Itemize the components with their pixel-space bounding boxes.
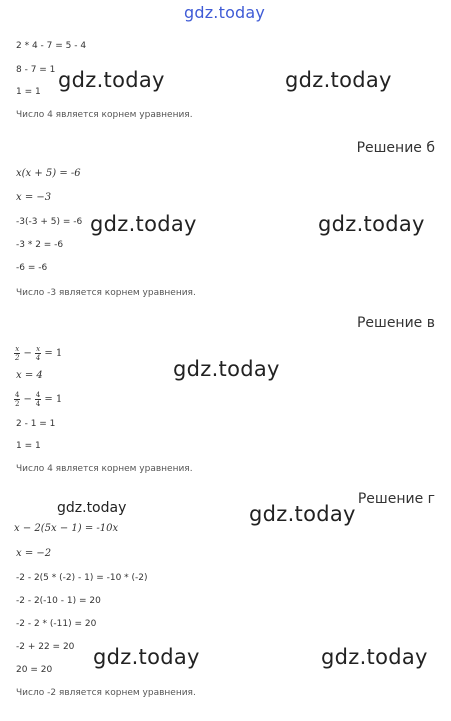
solution-line: 1 = 1	[16, 441, 41, 451]
solution-line: -3 * 2 = -6	[16, 240, 64, 250]
watermark: gdz.today	[249, 502, 356, 526]
conclusion-statement: Число -3 является корнем уравнения.	[16, 288, 196, 298]
solution-line: 2 * 4 - 7 = 5 - 4	[16, 41, 87, 51]
fraction	[35, 345, 41, 362]
watermark: gdz.today	[57, 500, 127, 516]
solution-line: -6 = -6	[16, 263, 48, 273]
watermark: gdz.today	[90, 212, 197, 236]
fraction-equation: $\frac{x}{2}$ − $\frac{x}{4}$ = 1	[15, 345, 63, 362]
denominator: 2	[15, 354, 20, 362]
solution-heading: Решение б	[356, 140, 435, 156]
solution-line: 20 = 20	[16, 665, 53, 675]
solution-line: -2 + 22 = 20	[16, 642, 75, 652]
denominator: 4	[35, 354, 41, 362]
watermark: gdz.today	[93, 645, 200, 669]
solution-line: 8 - 7 = 1	[16, 65, 56, 75]
watermark: gdz.today	[321, 645, 428, 669]
solution-line: -2 - 2 * (-11) = 20	[16, 619, 97, 629]
conclusion-statement: Число 4 является корнем уравнения.	[16, 110, 193, 120]
denominator: 4	[35, 400, 41, 408]
fraction	[35, 391, 41, 408]
solution-line: -2 - 2(-10 - 1) = 20	[16, 596, 101, 606]
fraction	[14, 345, 20, 362]
solution-line: x − 2(5x − 1) = -10x	[14, 523, 119, 534]
solution-line: 2 - 1 = 1	[16, 419, 56, 429]
watermark: gdz.today	[318, 212, 425, 236]
numerator: x	[36, 345, 41, 353]
solution-line: -2 - 2(5 * (-2) - 1) = -10 * (-2)	[16, 573, 148, 583]
numerator: 4	[15, 391, 20, 399]
fraction-equation: $\frac{4}{2}$ − $\frac{4}{4}$ = 1	[15, 391, 63, 408]
solution-heading: Решение в	[356, 315, 435, 331]
solution-line: 1 = 1	[16, 87, 41, 97]
header-watermark: gdz.today	[184, 3, 266, 22]
watermark: gdz.today	[58, 68, 165, 92]
solution-line: -3(-3 + 5) = -6	[16, 217, 83, 227]
equation-rhs: = 1	[44, 348, 63, 359]
denominator: 2	[15, 400, 20, 408]
solution-line: x(x + 5) = -6	[16, 168, 81, 179]
solution-line: x = −2	[16, 548, 52, 559]
conclusion-statement: Число 4 является корнем уравнения.	[16, 464, 193, 474]
watermark: gdz.today	[173, 357, 280, 381]
equation-rhs: = 1	[44, 394, 63, 405]
solution-line: x = −3	[16, 192, 52, 203]
fraction	[14, 391, 20, 408]
watermark: gdz.today	[285, 68, 392, 92]
solution-line: x = 4	[16, 370, 43, 381]
conclusion-statement: Число -2 является корнем уравнения.	[16, 688, 196, 698]
numerator: 4	[35, 391, 41, 399]
numerator: x	[15, 345, 20, 353]
solution-heading: Решение г	[357, 491, 435, 507]
